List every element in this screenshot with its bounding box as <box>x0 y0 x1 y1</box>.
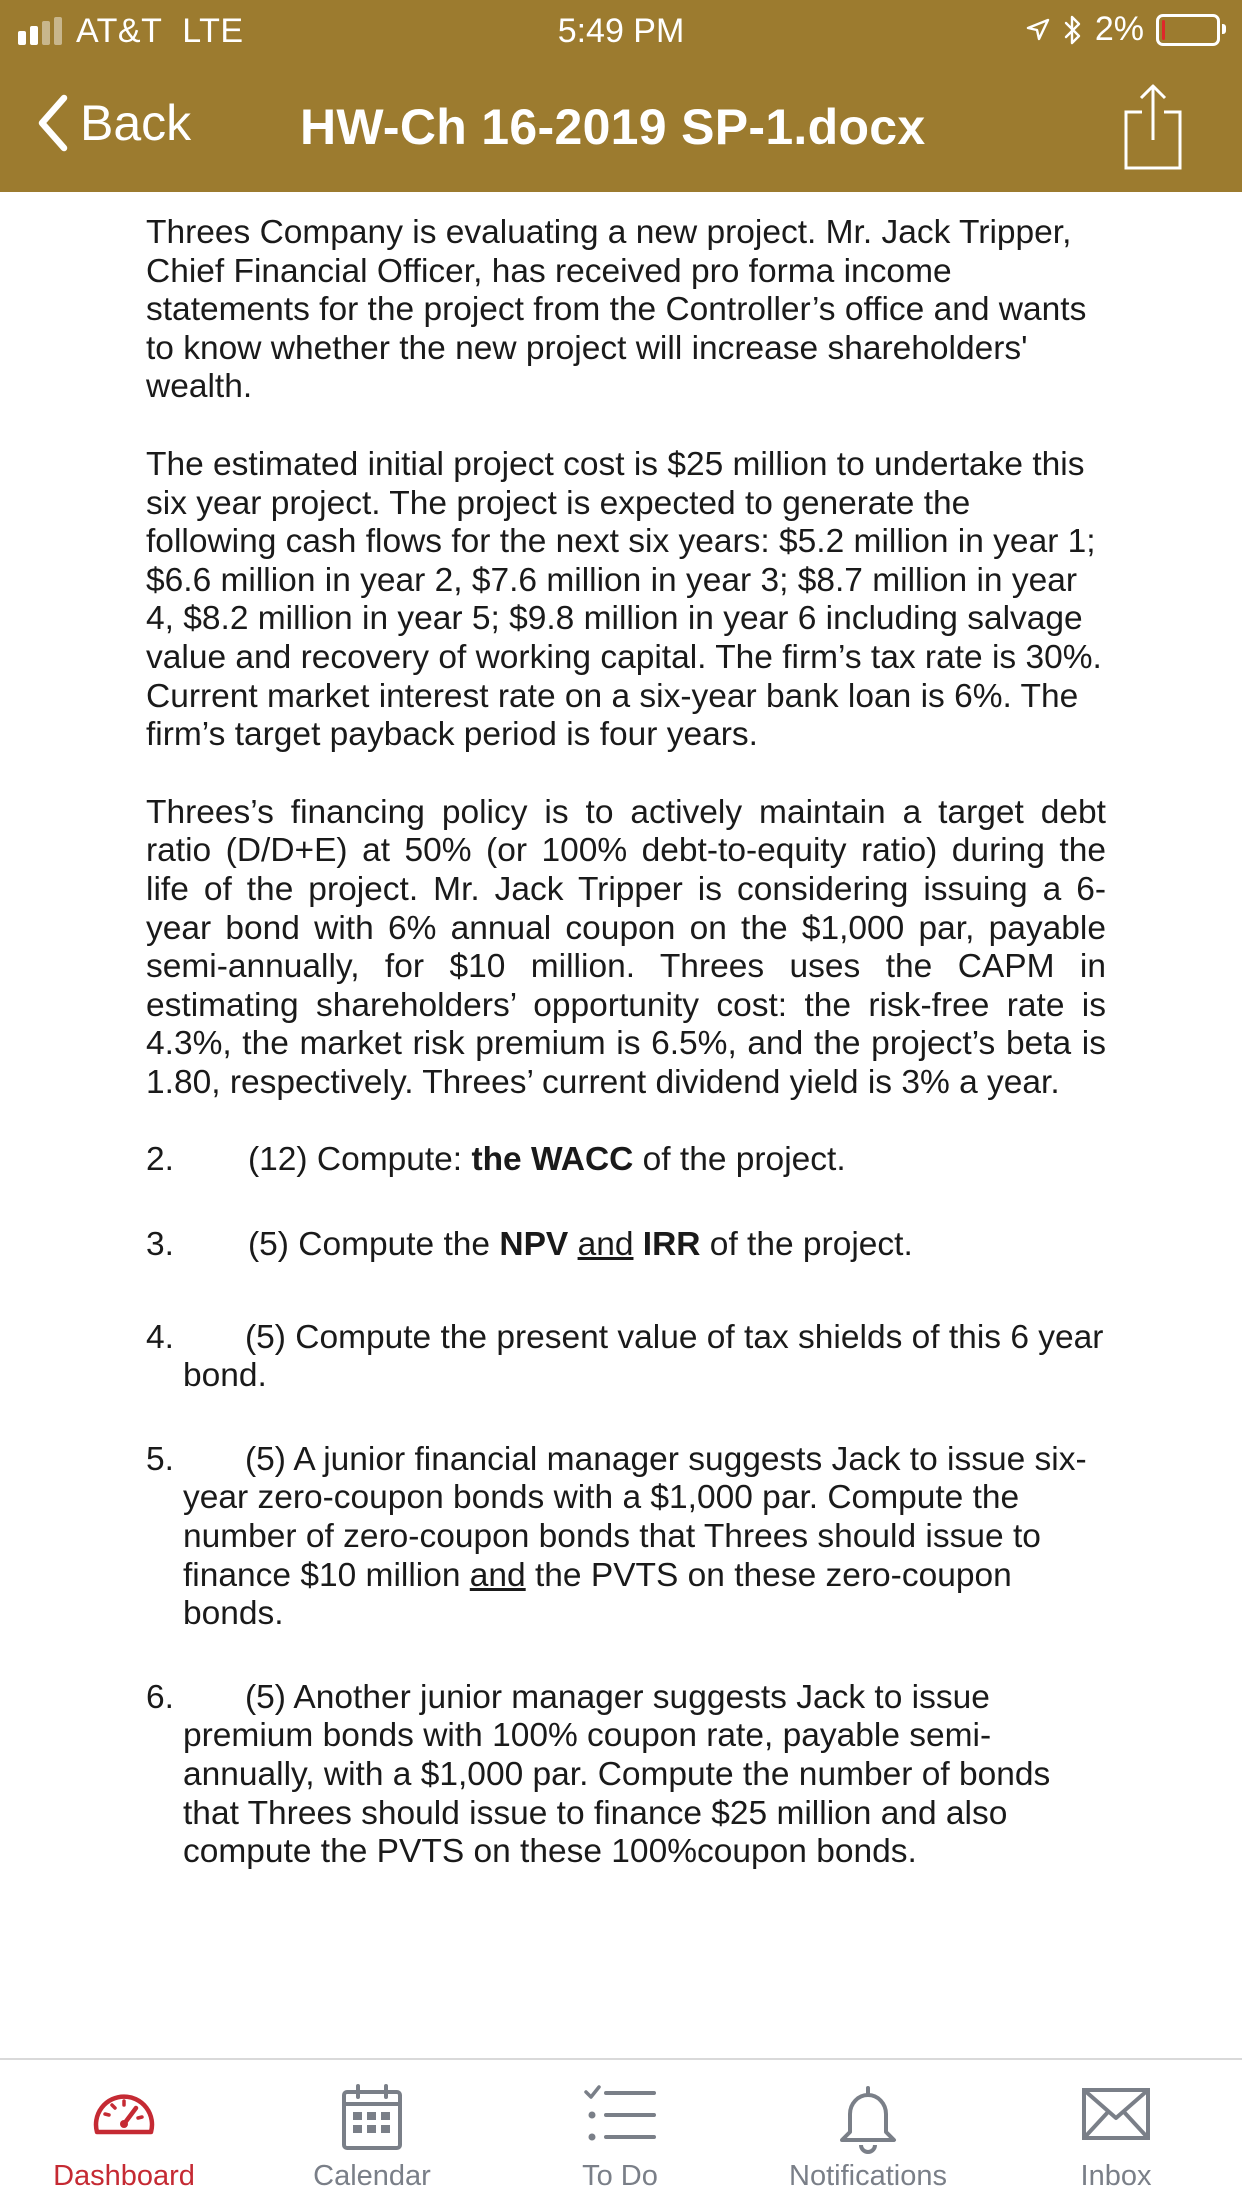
navigation-bar <box>0 62 1242 192</box>
back-label: Back <box>80 95 192 151</box>
share-icon <box>1122 82 1184 172</box>
question-number: 2. <box>146 1141 174 1179</box>
location-arrow-icon <box>1025 17 1051 43</box>
envelope-icon <box>1080 2084 1152 2144</box>
question-number: 4. <box>146 1318 174 1356</box>
network-type: LTE <box>182 12 244 50</box>
tab-calendar[interactable] <box>248 2060 496 2210</box>
question-6: 6. (5) Another junior manager suggests Jack to issue premium bonds with 100% coupon rate, payable semi-annually, with a $1,000 par. Compute the number of bonds that Threes should issue to finance $25 million and also compute the PVTS on these 100%coupon bonds. <box>146 1678 1051 1871</box>
top-bar <box>0 0 1242 192</box>
question-number: 3. <box>146 1226 174 1264</box>
question-number: 5. <box>146 1440 174 1478</box>
clock: 5:49 PM <box>557 12 685 50</box>
question-3: 3. (5) Compute the NPV and IRR of the project. <box>146 1226 913 1264</box>
calendar-icon <box>340 2084 404 2152</box>
question-number: 6. <box>146 1678 174 1716</box>
tab-label: Dashboard <box>53 2160 195 2192</box>
status-indicators <box>1025 10 1220 49</box>
tab-label: Inbox <box>1080 2160 1152 2192</box>
chevron-left-icon <box>34 92 70 154</box>
speedometer-icon <box>89 2084 159 2140</box>
status-bar <box>0 0 1242 62</box>
battery-percent: 2% <box>1094 10 1144 48</box>
cost-paragraph: The estimated initial project cost is $25 million to undertake this six year project. The project is expected to generate the following cash flows for the next six years: $5.2 million in year 1; $6.6 million in year 2, $7.6 million in year 3; $8.7 million in year 4, $8.2 million in year 5; $9.8 million in year 6 including salvage value and recovery of working capital. The firm’s tax rate is 30%. Current market interest rate on a six-year bank loan is 6%. The firm’s target payback period is four years. <box>146 445 1102 754</box>
checklist-icon <box>584 2084 656 2146</box>
tab-label: Notifications <box>789 2160 947 2192</box>
tab-dashboard[interactable] <box>0 2060 248 2210</box>
document-title: HW-Ch 16-2019 SP-1.docx <box>300 99 926 155</box>
tab-bar <box>0 2058 1242 2210</box>
tab-label: To Do <box>582 2160 658 2192</box>
share-button[interactable] <box>1122 82 1184 177</box>
tab-notifications[interactable] <box>744 2060 992 2210</box>
question-5: 5. (5) A junior financial manager suggests Jack to issue six-year zero-coupon bonds with a $1,000 par. Compute the number of zero-coupon bonds that Threes should issue to finance $10 million and the PVTS on these zero-coupon bonds. <box>146 1440 1087 1633</box>
battery-level <box>1162 20 1165 40</box>
back-button[interactable] <box>34 92 191 154</box>
document-body <box>146 214 1106 1872</box>
bell-icon <box>836 2084 900 2154</box>
tab-inbox[interactable] <box>992 2060 1240 2210</box>
carrier-name: AT&T <box>76 12 163 50</box>
financing-paragraph: Threes’s financing policy is to actively maintain a target debt ratio (D/D+E) at 50% (or 100% debt-to-equity ratio) during the life of the project. Mr. Jack Tripper is considering issuing a 6-year bond with 6% annual coupon on the $1,000 par, payable semi-annually, for $10 million. Threes uses the CAPM in estimating shareholders’ opportunity cost: the risk-free rate is 4.3%, the market risk premium is 6.5%, and the project’s beta is 1.80, respectively. Threes’ current dividend yield is 3% a year. <box>146 793 1106 1101</box>
tab-label: Calendar <box>313 2160 431 2192</box>
tab-to-do[interactable] <box>496 2060 744 2210</box>
battery-icon <box>1156 14 1220 46</box>
question-4: 4. (5) Compute the present value of tax shields of this 6 year bond. <box>146 1318 1104 1395</box>
bluetooth-icon <box>1063 14 1083 46</box>
question-2: 2. (12) Compute: the WACC of the project. <box>146 1141 846 1179</box>
intro-paragraph: Threes Company is evaluating a new project. Mr. Jack Tripper, Chief Financial Officer, has received pro forma income statements for the project from the Controller’s office and wants to know whether the new project will increase shareholders' wealth. <box>146 214 1087 406</box>
